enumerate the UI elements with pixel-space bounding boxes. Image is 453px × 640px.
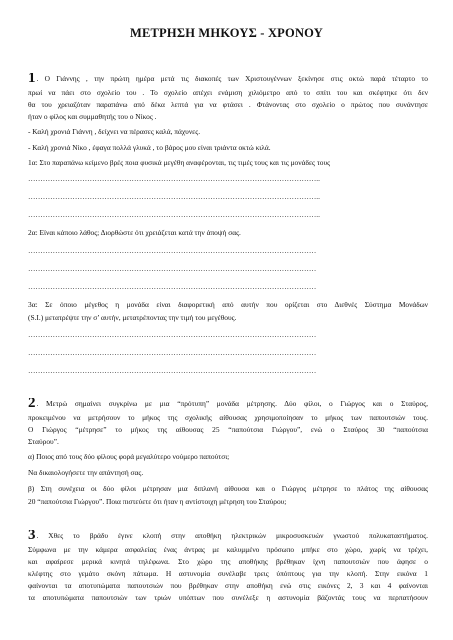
question-2-b-line-1: β) Στη συνέχεια οι δύο φίλοι μέτρησαν μια διπλανή αίθουσα και ο Γιώργος μέτρησε το πλάτος της αίθουσας: [28, 484, 428, 493]
answer-line-3a-3: ………………………………………………………………………………………………………: [28, 366, 317, 375]
question-2-b-line-2: 20 “παπούτσια Γιώργου”. Ποια πιστεύετε ότι ήταν η αντίστοιχη μέτρηση του Σταύρου;: [28, 497, 287, 506]
answer-line-1a-1: ………………………………………………………………………………………………………..: [28, 174, 320, 183]
question-2-a: α) Ποιος από τους δύο φίλους φορά μεγαλύτερο νούμερο παπούτσι;: [28, 452, 230, 461]
page-title: ΜΕΤΡΗΣΗ ΜΗΚΟΥΣ - ΧΡΟΝΟΥ: [129, 26, 323, 40]
answer-line-2a-3: ………………………………………………………………………………………………………: [28, 282, 317, 291]
q3-line-4: κλέφτης στο γεμάτο σκόνη πάτωμα. Η αστυνομία συνέλαβε τρεις ύπόπτους για την κλοπή. Στην εικόνα 1: [28, 569, 428, 578]
q1-line-2: πρωί να πάει στο σχολείο του . Το σχολείο απέχει ενάμιση χιλιόμετρο από το σπίτι του και σκέφτηκε ότι δεν: [28, 88, 428, 97]
answer-line-1a-2: ………………………………………………………………………………………………………..: [28, 192, 320, 201]
q2-line-4: Σταύρου”.: [28, 437, 59, 446]
answer-line-3a-1: ………………………………………………………………………………………………………: [28, 330, 317, 339]
q3-line-2: Σύμφωνα με την κάμερα ασφαλείας ένας άντρας με καλυμμένο πρόσωπο μπήκε στο χώρο, χωρίς να τρέχει,: [28, 545, 428, 554]
answer-line-2a-2: ………………………………………………………………………………………………………: [28, 264, 317, 273]
question-3a-line-2: (S.I.) μετατρέψτε την σ’ αυτήν, μετατρέποντας την τιμή του μεγέθους.: [28, 313, 237, 322]
q3-number: 3: [28, 530, 36, 541]
q3-line-3: και αφαίρεσε μερικά κινητά τηλέφωνα. Στο χώρο της αποθήκης βρέθηκαν ίχνη παπουτσιών που άφησε ο: [28, 557, 428, 566]
question-1a: 1α: Στο παραπάνω κείμενο βρές ποια φυσικά μεγέθη αναφέρονται, τις τιμές τους και τις μονάδες τους: [28, 158, 331, 167]
q2-number: 2: [28, 398, 36, 409]
q1-dialog-1: - Καλή χρονιά Γιάννη , δείχνει να πέρασες καλά, πάχυνες.: [28, 127, 201, 136]
q2-line-3: Ο Γιώργος “μέτρησε” το μήκος της αίθουσας 25 “παπούτσια Γιώργου”, ενώ ο Σταύρος 30 “παπούτσια: [28, 425, 428, 434]
q1-line-1: 1. Ο Γιάννης , την πρώτη ημέρα μετά τις διακοπές των Χριστουγέννων ξεκίνησε στις οκτώ παρά τέταρτο το: [28, 73, 428, 84]
answer-line-1a-3: ………………………………………………………………………………………………………..: [28, 210, 320, 219]
q3-line-1: 3. Χθες το βράδυ έγινε κλοπή στην αποθήκη ηλεκτρικών μικροσυσκευών γνωστού πολυκαταστήματος.: [28, 530, 428, 541]
q1-number: 1: [28, 73, 36, 84]
q3-line-5: φαίνονται τα αποτυπώματα παπουτσιών που βρέθηκαν στην αποθήκη ενώ στις εικόνες 2, 3 και 4 φαίνονται: [28, 581, 428, 590]
q1-dialog-2: - Καλή χρονιά Νίκο , έφαγα πολλά γλυκά , το βάρος μου είναι τριάντα οκτώ κιλά.: [28, 143, 271, 152]
answer-line-2a-1: ………………………………………………………………………………………………………: [28, 246, 317, 255]
question-2a: 2α: Είναι κάποιο λάθος; Διορθώστε ότι χρειάζεται κατά την άποψή σας.: [28, 228, 241, 237]
q1-line-4: ήταν ο φίλος και συμμαθητής του ο Νίκος .: [28, 112, 157, 121]
answer-line-3a-2: ………………………………………………………………………………………………………: [28, 348, 317, 357]
q2-line-1: 2. Μετρώ σημαίνει συγκρίνω με μια “πρότυπη” μονάδα μέτρησης. Δύο φίλοι, ο Γιώργος και ο Σταύρος,: [28, 398, 428, 409]
q2-line-2: προκειμένου να μετρήσουν το μήκος της σχολικής αίθουσας χρησιμοποίησαν το μήκος των παπουτσιών τους.: [28, 413, 428, 422]
question-2-a-justify: Να δικαιολογήσετε την απάντησή σας.: [28, 468, 144, 477]
q1-line-3: θα του χρειαζόταν παραπάνω από δέκα λεπτά για να φτάσει . Φτάνοντας στο σχολείο ο πρώτος που συνάντησε: [28, 100, 428, 109]
question-3a-line-1: 3α: Σε όποιο μέγεθος η μονάδα είναι διαφορετική από αυτήν που ορίζεται στο Διεθνές Σύστημα Μονάδων: [28, 300, 428, 309]
q3-line-6: τα αποτυπώματα παπουτσιών των τριών υπόπτων που συνέλεξε η αστυνομία βάζοντάς τους να περπατήσουν: [28, 593, 428, 602]
